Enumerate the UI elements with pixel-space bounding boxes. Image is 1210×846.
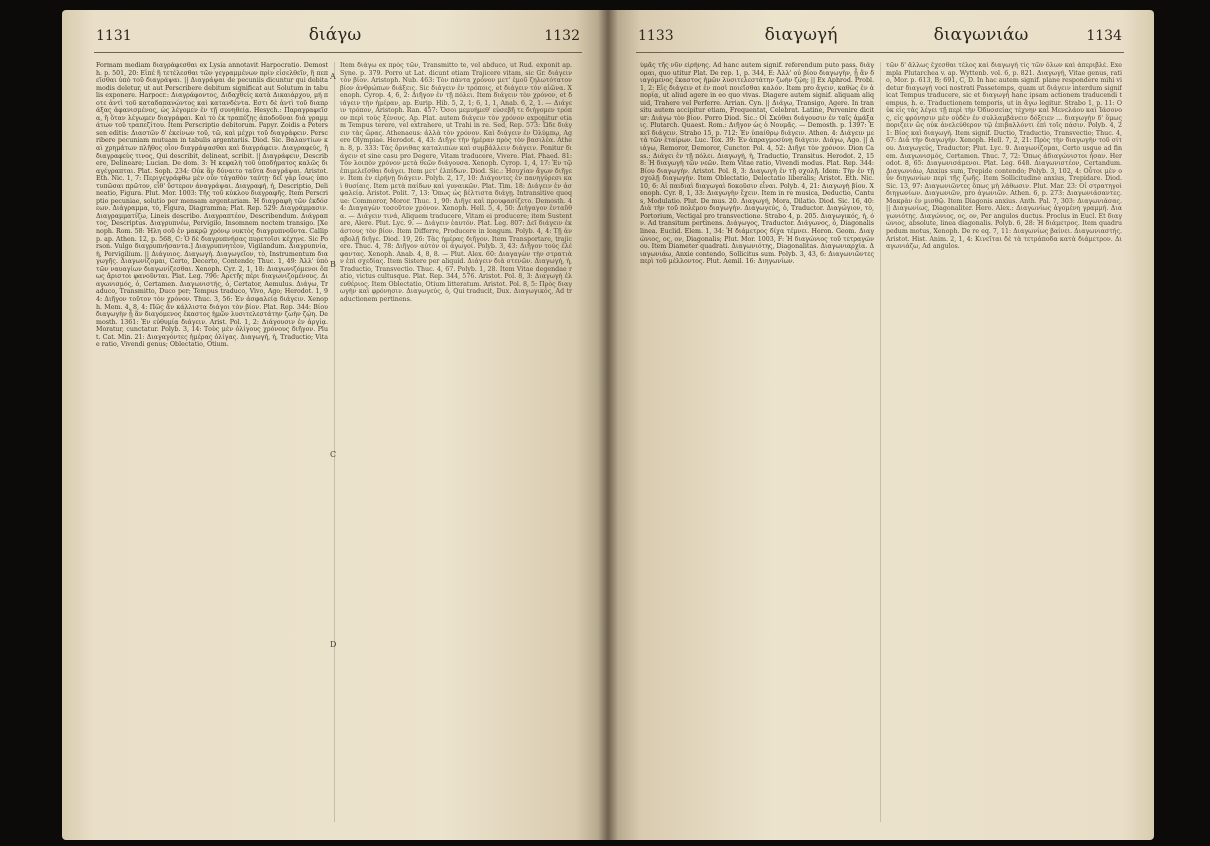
section-marker-a: A <box>330 72 336 81</box>
headword-diagoge: διαγωγή <box>764 25 838 45</box>
book-gutter <box>598 10 618 840</box>
left-page <box>62 10 608 840</box>
section-marker-b: B <box>330 260 336 269</box>
right-page-header <box>608 25 1154 50</box>
right-page-column-1: ὑμᾶς τῆς νῦν εἰρήνης. Ad hanc autem signif. referendum puto pass. διάγομαι, quo utitur Plat. De rep. 1, p. 344, E: Ἀλλ' οὐ βίου διαγωγὴν, ᾗ ἂν διαγόμενος ἕκαστος ἡμῶν λυσιτελεστάτην ζωὴν ζῴη; || Ex Aphrod. Probl. 1, 2: Εἰς διάγειν et ἐν ποσὶ ποιεῖσθαι καλόν. Item pro ἄγειν, καθὼς ἐν ἀπορίᾳ, ut aliud agere in eo quo vivas. Diagere autem signif. aliquam aliquid, Trahere vel Perferre. Arrian. Cyn. || Διάγω, Transigo, Agere. In transitu autem accipitur etiam, Frequentat, Celebrat. Latine, Pervenire dicitur: Διάγω τὸν βίον. Porro Diod. Sic.: Οἱ Σκύθαι διάγουσιν ἐν ταῖς ἁμάξαις. Plutarch. Quaest. Rom.: Διῆγον ὡς ὁ Νουμᾶς. — Demosth. p. 1397: Ἐκεῖ διάγειν. Strabo 15, p. 712: Ἐν ὑπαίθρῳ διάγειν. Athen. 4: Διάγειν μετὰ τῶν ἑταίρων. Luc. Tox. 39: Ἐν ἀπραγμοσύνῃ διάγειν. Διάγω, Ago. || Διάγω, Remoror, Demoror, Cunctor. Pol. 4, 52: Διῆγε τὸν χρόνον. Dion Cass.: Διάγει ἐν τῇ πόλει. Διαγωγή, ἡ, Traductio, Transitus. Herodot. 2, 158: Ἡ διαγωγὴ τῶν νεῶν. Item Vitae ratio, Vivendi modus. Plat. Rep. 344: Βίου διαγωγήν. Aristot. Pol. 8, 3: Διαγωγὴ ἐν τῇ σχολῇ. Idem: Τὴν ἐν τῇ σχολῇ διαγωγήν. Item Oblectatio, Delectatio liberalis; Aristot. Eth. Nic. 10, 6: Αἱ παιδιαὶ διαγωγαὶ δοκοῦσιν εἶναι. Polyb. 4, 21: Διαγωγὴ βίου. Xenoph. Cyr. 8, 1, 33: Διαγωγὴν ἔχειν. Item in re musica, Deductio, Cantus, Modulatio. Plut. De mus. 20. Διαγωγή, Mora, Dilatio. Diod. Sic. 16, 40: Διὰ τὴν τοῦ πολέμου διαγωγήν. Διαγωγεύς, ὁ, Traductor. Διαγώγιον, τὸ, Portorium, Vectigal pro transvectione. Strabo 4, p. 205. Διαγωγικός, ή, όν. Ad transitum pertinens. Διάγωγος, Traductor. Διάγωνος, ὁ, Diagonalis linea. Euclid. Elem. 1, 34: Ἡ διάμετρος δίχα τέμνει. Heron. Geom. Διαγώνιος, ος, ον, Diagonalis; Plut. Mor. 1003, F: Ἡ διαγώνιος τοῦ τετραγώνου. Item Diameter quadrati. Διαγωνιότης, Diagonalitas. Διαγωνιαρχία. Διαγωνιάω, Anxie contendo, Sollicitus sum. Polyb. 3, 43, 6: Διαγωνιῶντες περὶ τοῦ μέλλοντος. Plut. Aemil. 16: Διηγωνίων. <box>640 62 874 266</box>
page-number-1132: 1132 <box>544 28 580 44</box>
header-rule <box>636 52 1124 53</box>
column-divider <box>880 62 881 822</box>
right-page-column-2: τῶν δ' ἄλλως ἔχεσθαι τέλος καὶ διαγωγή τίς τῶν ὅλων καὶ ἀπεριβλέ. Exempla Plutarchea v. ap. Wyttenb. vol. 6, p. 821. Διαγωγή, Vitae genus, ratio, Mor. p. 613, B; 691, C, D. In hac autem signif. plane respondere mihi videtur διαγωγή voci nostrati Passetemps, quam ut διάγειν interdum significat Tempus traducere, sic et διαγωγή hanc ipsam actionem traducendi tempus, h. e. Traductionem temporis, ut in ἄγω legitur. Strabo 1, p. 11: Οὐκ εἰς τὰς λέγει τῇ περὶ τὴν Ὀδυσσείας τέχνην καὶ Μενελάου καὶ Ἰάσονος, εἰς φρόνησιν μὲν οὐδὲν ἐν συλλαμβάνειν δόξειεν ... διαγωγὴν δ' ὅμως ποριζειν ὥς οὐκ ἀνελεύθερον τῷ ἐπιβαλλόντι ἐπὶ τοῖς πάσιν. Polyb. 4, 21: Βίος καὶ διαγωγή. Item signif. Ductio, Traductio, Transvectio; Thuc. 4, 67: Διὰ τὴν διαγωγήν. Xenoph. Hell. 7, 2, 21: Πρὸς τὴν διαγωγὴν τοῦ σίτου. Διαγωγεύς, Traductor; Plut. Lyc. 9. Διαγωνίζομαι, Certo usque ad finem. Διαγωνισμός, Certamen. Thuc. 7, 72: Ὅπως ἀδιαγώνιστοι ἦσαν. Herodot. 8, 65: Διαγωνισάμενοι. Plat. Leg. 648. Διαγωνιστέον, Certandum. Διαγωνιάω, Anxius sum, Trepide contendo; Polyb. 3, 102, 4: Οὗτοι μὲν οὖν διηγωνίων περὶ τῆς ζωῆς. Item Sollicitudine anxius, Trepidare. Diod. Sic. 13, 97: Διαγωνιῶντες ὅπως μὴ λάθωσιν. Plut. Mar. 23: Οἱ στρατηγοὶ διηγωνίων. Διαγωνιῶν, pro ἀγωνιῶν. Athen. 6, p. 273: Διαγωνιάσαντες. Μακρὰν ἐν μισθῷ. Item Diagonis anxius. Anth. Pal. 7, 303: Διαγωνιάσας. || Διαγωνίως, Diagonaliter. Hero. Alex.: Διαγωνίως ἀγομένη γραμμή. Διαγωνιότης. Διαγώνιος, ος, ον, Per angulos ductus. Proclus in Eucl. Et διαγώνιος, absolute, linea diagonalis. Polyb. 6, 28: Ἡ διάμετρος. Item quadrupedum motus, Xenoph. De re eq. 7, 11: Διαγωνίως βαίνει. Διαγωνιαστής. Aristot. Hist. Anim. 2, 1, 4: Κινεῖται δὲ τὰ τετράποδα κατὰ διάμετρον. Διαγωνιάζω, Ad angulos. <box>886 62 1122 251</box>
left-page-column-2: Item διάγω ex πρὸς τῶν, Transmitto te, vel abduco, ut Rud. exponit ap. Syne. p. 379. Porro ut Lat. dicunt etiam Trajicere vitam, sic Gr. διάγειν τὸν βίον. Aristoph. Nub. 463: Τὸν πάντα χρόνον μετ' ἐμοῦ ζηλωτότατον βίον ἀνθρώπων διάξεις. Sic διάγειν ἐν τρόποις, et διάγειν τὸν αἰῶνα. Xenoph. Cyrop. 4, 6, 2: Διῆγον ἐν τῇ πόλει. Item διάγειν τὸν χρόνον, et διάγειν τὴν ἡμέραν, ap. Eurip. Hib. 5, 2, 1; 6, 1, 1, Anab. 6, 2, 1. — Διάγειν τρόπον, Aristoph. Ran. 457: Ὅσοι μεμυήμεθ' εὐσεβῆ τε διήγομεν τρόπον περὶ τοὺς ξένους. Ap. Plat. autem διάγειν τὸν χρόνον exponitur etiam Tempus terere, vel extrahere, ut Trahi in re. Sed, Rep. 573: Ὧδε διάγειν τὰς ὥρας. Athenaeus: ἀλλὰ τὸν χρόνον. Καὶ διάγειν ἐν Ὀλύμπῳ, Agere Olympiae. Herodot. 4, 43: Διῆγε τὴν ἡμέραν πρὸς τὸν βασιλέα. Athen. 8, p. 333: Τὰς ὄρνιθας καταλιπὼν καὶ συμβάλλειν διάγειν. Ponitur διάγειν et sine casu pro Degere, Vitam traducere, Vivere. Plat. Phaed. 81: Τὸν λοιπὸν χρόνον μετὰ θεῶν διάγουσα. Xenoph. Cyrop. 1, 4, 17: Ἐν τῷ ἐπιμελεῖσθαι διάγει. Item μετ' ἐλπίδων. Diod. Sic.: Ἡσυχίαν ἄγων διῆγεν. Item ἐν εἰρήνῃ διάγειν. Polyb. 2, 17, 10: Διάγοντες ἐν πανηγύρεσι καὶ θυσίαις. Item μετὰ παίδων καὶ γυναικῶν. Plat. Tim. 18: Διάγειν ἐν ἀσφαλείᾳ. Aristot. Polit. 7, 13: Ὅπως ὡς βέλτιστα διάγῃ. Intransitive quoque: Commoror, Moror. Thuc. 1, 90: Διῆγε καὶ προυφασίζετο. Demosth. 44: Διαγαγὼν τοσοῦτον χρόνον. Xenoph. Hell. 5, 4, 50: Διήγαγον ἐνταῦθα. — Διάγειν τινά, Aliquem traducere, Vitam ei producere; item Sustentare, Alere. Plut. Lyc. 9. — Διάγειν ἑαυτόν. Plat. Leg. 807: Δεῖ διάγειν ἑκάστους τὸν βίον. Item Differre, Producere in longum. Polyb. 4, 4: Τῇ ἀναβολῇ διῆγε. Diod. 19, 26: Τὰς ἡμέρας διῆγον. Item Transportare, trajicere. Thuc. 4, 78: Διῆγον αὐτὸν οἱ ἀγωγοί. Polyb. 3, 43: Διῆγον τοὺς ἐλέφαντας. Xenoph. Anab. 4, 8, 8. — Plut. Alex. 60: Διαγαγὼν τὴν στρατιὰν ἐπὶ σχεδίας. Item Sistere per aliquid. Διάγειν διὰ στενῶν. Διαγωγή, ἡ, Traductio, Transvectio. Thuc. 4, 67. Polyb. 1, 28. Item Vitae degendae ratio, victus cultusque. Plat. Rep. 344, 576. Aristot. Pol. 8, 3: Διαγωγὴ ἐλευθέριος. Item Oblectatio, Otium litteratum. Aristot. Pol. 8, 5: Πρὸς διαγωγὴν καὶ φρόνησιν. Διαγωγεύς, ὁ, Qui traducit, Dux. Διαγωγικός, Ad traductionem pertinens. <box>340 62 572 303</box>
headword-diagoniao: διαγωνιάω <box>933 25 1029 45</box>
column-divider <box>334 62 335 822</box>
page-number-1134: 1134 <box>1086 28 1122 44</box>
headword-diago: διάγω <box>308 25 362 45</box>
page-number-1133: 1133 <box>638 28 674 44</box>
page-number-1131: 1131 <box>96 28 132 44</box>
left-page-header <box>62 25 608 50</box>
left-page-column-1: Formam mediam διαγράφεσθαι ex Lysia annotavit Harpocratio. Demosth. p. 501, 20: Εἰπέ ἢ τετέλεσθαι τῶν γεγραμμένων πρὶν εἰσελθεῖν, ἢ πεπεῖσθαι ὑπὸ τοῦ διαγράψαι. || Διαγράψαι de pecuniis dicuntur qui debita modis deletur, ut aut Perscribere debitum significat aut Solutum in tabulis exponere. Harpocr.: Διαγράφοντος, Διδαχθείς κατὰ Δικαιάρχου, μή ποτε ἀντὶ τοῦ καταδαπανώντος καὶ κατανδέντα. Εστι δὲ ἀντὶ τοῦ διαπράξας ἀφανισμένος, ὡς λέγομεν ἐν τῇ συνηθείᾳ. Hesych.: Παραγραφεῖσα, ἢ ὅταν λέγωμεν διαγράφαι. Καὶ τὸ ἐκ τραπέζης ἀποδοῦναι διὰ γραμμάτων τοῦ τραπεζίτου. Item Perscriptio debitorum. Papyr. Zoidis a Peterssen editis: Διαστῶν δ' ἐκείνων τοῦ, τῶ, καὶ μέχρι τοῦ διαγράφειν. Perscribere pecuniam mutuam in tabulis argentariis. Diod. Sic. Βαλαντίων καὶ χρημάτων πλῆθος οἷον διαγράψασθαι καὶ διαγράφειν. Διαγραφεὺς, ἢ διαγραφεὺς τινος, Qui describit, delineat, scribit. || Διαγράφειν, Describere, Delineare; Lucian. De dom. 3: Ἡ κεφαλὴ τοῦ ὑποδήματος καλῶς διαγέγραπται. Plat. Soph. 234: Οὐκ ἂν δύναιτο ταῦτα διαγράψαι. Aristot. Eth. Nic. 1, 7: Περιγεγράφθω μὲν οὖν τἀγαθὸν ταύτῃ· δεῖ γὰρ ἴσως ὑποτυπῶσαι πρῶτον, εἶθ' ὕστερον ἀναγράψαι. Διαγραφή, ἡ, Descriptio, Delineatio, Figura. Plut. Mor. 1003: Τῆς τοῦ κύκλου διαγραφῆς. Item Perscriptio pecuniae, solutio per mensam argentariam. Ἡ διαγραφὴ τῶν ἐκδόσεων. Διάγραμμα, τὸ, Figura, Diagramma; Plat. Rep. 529: Διαγράμμασιν. Διαγραμματίζω, Lineis describo. Διαγραπτέον, Describendum. Διάγραπτος, Descriptus. Διαγρυπνέω, Pervigilo, Insomnem noctem transigo. [Xenoph. Rom. 58: Ἡλη σοῦ ἐν μακρῷ χρόνῳ νυκτὸς διαγρυπνοῦντα. Callipp. ap. Athen. 12, p. 568, C: Ὁ δὲ διαγρυπνήσας πυρετοῖσι κέχηνε. Sic Porson. Vulgo διαγρυπνήσαντα.] Διαγρυπνητέον, Vigilandum. Διαγρυπνία, ἡ, Pervigilium. || Διάγυιος. Διαγωγή. Διαγωγεῖον, τὸ, Instrumentum διαγωγῆς. Διαγωνίζομαι, Certo, Decerto, Contendo; Thuc. 1, 49: Ἀλλ' ὑπὸ τῶν ναυαγίων διαγωνίζεσθαι. Xenoph. Cyr. 2, 1, 18: Διαγωνιζόμενοι ὅπως ἄριστοι φανοῦνται. Plat. Leg. 796: Ἀρετῆς πέρι διαγωνιζομένους. Διαγωνισμός, ὁ, Certamen. Διαγωνιστής, ὁ, Certator, Aemulus. Διάγω, Traduco, Transmitto, Duco per; Tempus traduco, Vivo, Ago; Herodot. 1, 94: Διῆγον τοῦτον τὸν χρόνον. Thuc. 3, 56: Ἐν ἀσφαλείᾳ διάγειν. Xenoph. Mem. 4, 8, 4: Πῶς ἂν κάλλιστα διάγοι τὸν βίον. Plat. Rep. 344: Βίου διαγωγὴν ᾗ ἂν διαγόμενος ἕκαστος ἡμῶν λυσιτελεστάτην ζωὴν ζῴη. Demosth. 1361: Ἐν εὐθυμίᾳ διάγειν. Arist. Pol. 1, 2: Διάγουσιν ἐν ἀργίᾳ. Moratur, cunctatur. Polyb. 3, 14: Τοὺς μὲν ὀλίγους χρόνους διῆγον. Plut. Cat. Min. 21: Διαγαγόντες ἡμέρας ὀλίγας. Διαγωγή, ἡ, Traductio; Vitae ratio, Vivendi genus; Oblectatio, Otium. <box>96 62 328 349</box>
header-rule <box>94 52 582 53</box>
section-marker-d: D <box>330 640 337 649</box>
section-marker-c: C <box>330 450 337 459</box>
right-page <box>608 10 1154 840</box>
open-book <box>62 10 1154 840</box>
